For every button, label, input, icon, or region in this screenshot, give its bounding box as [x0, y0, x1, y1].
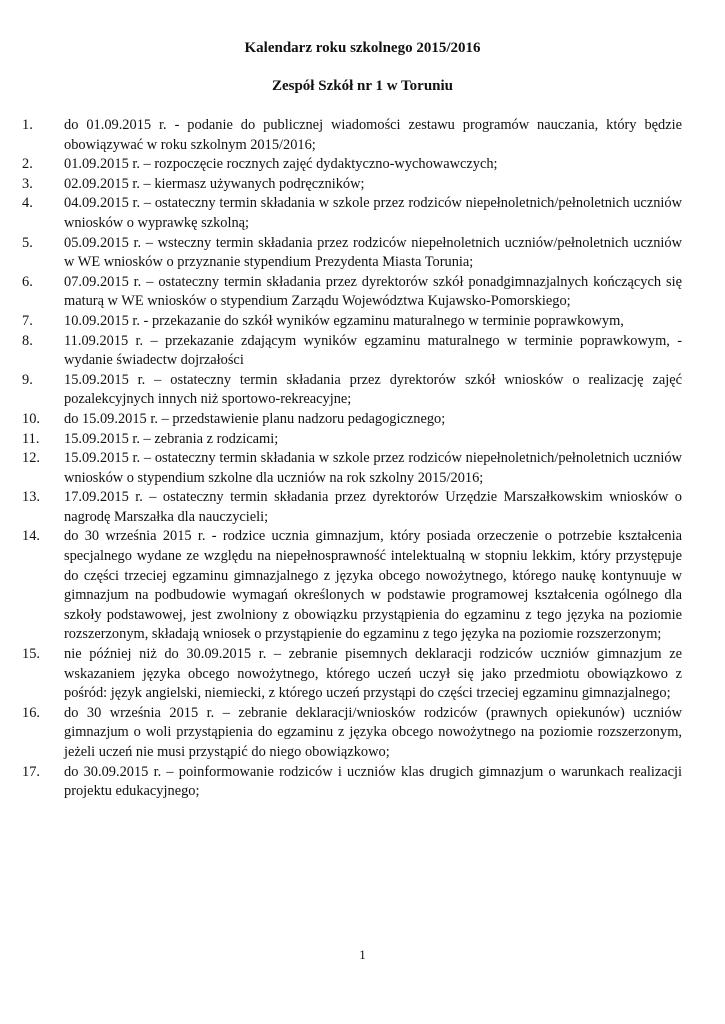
document-subtitle: Zespół Szkół nr 1 w Toruniu: [271, 78, 454, 94]
list-item: [22, 430, 682, 450]
list-item: [22, 527, 682, 645]
item-number: 3.: [22, 175, 33, 192]
item-text: 04.09.2015 r. – ostateczny termin składania w szkole przez rodziców niepełnoletnich/pełnoletnich uczniów wniosków o wyprawkę szkolną;: [64, 195, 682, 231]
item-number: 2.: [22, 156, 33, 173]
item-number: 12.: [22, 450, 40, 467]
item-text: 17.09.2015 r. – ostateczny termin składania przez dyrektorów Urzędzie Marszałkowskim wniosków o nagrodę Marszałka dla nauczycieli;: [64, 489, 682, 525]
item-text: nie później niż do 30.09.2015 r. – zebranie pisemnych deklaracji rodziców uczniów gimnazjum ze wskazaniem języka obcego nowożytnego, którego uczeń uczył się jako przedmiotu obowiązkowo z pośród: język angielski, niemiecki, z którego uczeń przystąpi do części trzeciej egzaminu gimnazjalnego;: [64, 646, 682, 702]
list-item: [22, 175, 682, 195]
item-text: 15.09.2015 r. – ostateczny termin składania przez dyrektorów szkół wniosków o realizację zajęć pozalekcyjnych innych niż sportowo-rekreacyjne;: [64, 371, 682, 408]
list-item: [22, 194, 682, 233]
item-number: 14.: [22, 528, 40, 545]
item-number: 9.: [22, 371, 33, 388]
item-text: do 30 września 2015 r. – zebranie deklaracji/wniosków rodziców (prawnych opiekunów) uczniów gimnazjum o woli przystąpienia do egzaminu z języka obcego nowożytnego na poziomie rozszerzonym, jeżeli uczeń nie musi przystąpić do niego obowiązkowo;: [64, 704, 682, 760]
item-text: do 01.09.2015 r. - podanie do publicznej wiadomości zestawu programów nauczania, który będzie obowiązywać w roku szkolnym 2015/2016;: [64, 117, 682, 153]
item-text: 11.09.2015 r. – przekazanie zdającym wyników egzaminu maturalnego w terminie poprawkowym, - wydanie świadectw dojrzałości: [64, 332, 682, 369]
item-text: do 15.09.2015 r. – przedstawienie planu nadzoru pedagogicznego;: [64, 410, 446, 427]
list-item: [22, 410, 682, 430]
item-number: 15.: [22, 646, 40, 663]
item-text: 07.09.2015 r. – ostateczny termin składania przez dyrektorów szkół ponadgimnazjalnych kończących się maturą w WE wniosków o stypendium Zarządu Województwa Kujawsko-Pomorskiego;: [64, 273, 682, 310]
item-text: 15.09.2015 r. – ostateczny termin składania w szkole przez rodziców niepełnoletnich/pełnoletnich uczniów wniosków o stypendium szkolne dla uczniów na rok szkolny 2015/2016;: [64, 450, 682, 486]
list-item: [22, 312, 682, 332]
item-number: 16.: [22, 704, 40, 721]
item-number: 11.: [22, 430, 40, 447]
item-number: 8.: [22, 332, 33, 349]
item-number: 5.: [22, 234, 33, 251]
list-item: [22, 332, 682, 371]
item-text: 01.09.2015 r. – rozpoczęcie rocznych zajęć dydaktyczno-wychowawczych;: [64, 156, 498, 173]
list-item: [22, 488, 682, 527]
item-number: 17.: [22, 763, 40, 780]
list-item: [22, 234, 682, 273]
list-item: [22, 155, 682, 175]
page-number: 1: [359, 947, 366, 962]
item-number: 7.: [22, 312, 33, 329]
item-text: 15.09.2015 r. – zebrania z rodzicami;: [64, 430, 279, 447]
item-number: 13.: [22, 489, 40, 506]
list-item: [22, 273, 682, 312]
document-title: Kalendarz roku szkolnego 2015/2016: [244, 40, 481, 56]
item-number: 10.: [22, 410, 40, 427]
list-item: [22, 763, 682, 802]
calendar-list: [22, 116, 682, 802]
item-text: do 30.09.2015 r. – poinformowanie rodziców i uczniów klas drugich gimnazjum o warunkach realizacji projektu edukacyjnego;: [64, 763, 682, 800]
item-number: 4.: [22, 195, 33, 212]
item-text: 10.09.2015 r. - przekazanie do szkół wyników egzaminu maturalnego w terminie poprawkowym,: [64, 312, 624, 329]
list-item: [22, 645, 682, 704]
list-item: [22, 704, 682, 763]
list-item: [22, 371, 682, 410]
item-text: do 30 września 2015 r. - rodzice ucznia gimnazjum, który posiada orzeczenie o potrzebie kształcenia specjalnego wydane ze względu na niepełnosprawność intelektualną w stopniu lekkim, który przystępuje do części trzeciej egzaminu gimnazjalnego z języka obcego nowożytnego, którego naukę kontynuuje w gimnazjum na podbudowie wymagań określonych w podstawie programowej kształcenia ogólnego dla szkoły podstawowej, jest zwolniony z obowiązku przystąpienia do egzaminu z tego języka na poziomie rozszerzonym, składają wniosek o przystąpienie do egzaminu z tego języka na poziomie rozszerzonym;: [64, 528, 682, 643]
list-item: [22, 449, 682, 488]
item-text: 05.09.2015 r. – wsteczny termin składania przez rodziców niepełnoletnich uczniów/pełnoletnich uczniów w WE wniosków o przyznanie stypendium Prezydenta Miasta Torunia;: [64, 234, 682, 271]
item-text: 02.09.2015 r. – kiermasz używanych podręczników;: [64, 175, 365, 192]
item-number: 6.: [22, 273, 33, 290]
list-item: [22, 116, 682, 155]
item-number: 1.: [22, 117, 33, 133]
